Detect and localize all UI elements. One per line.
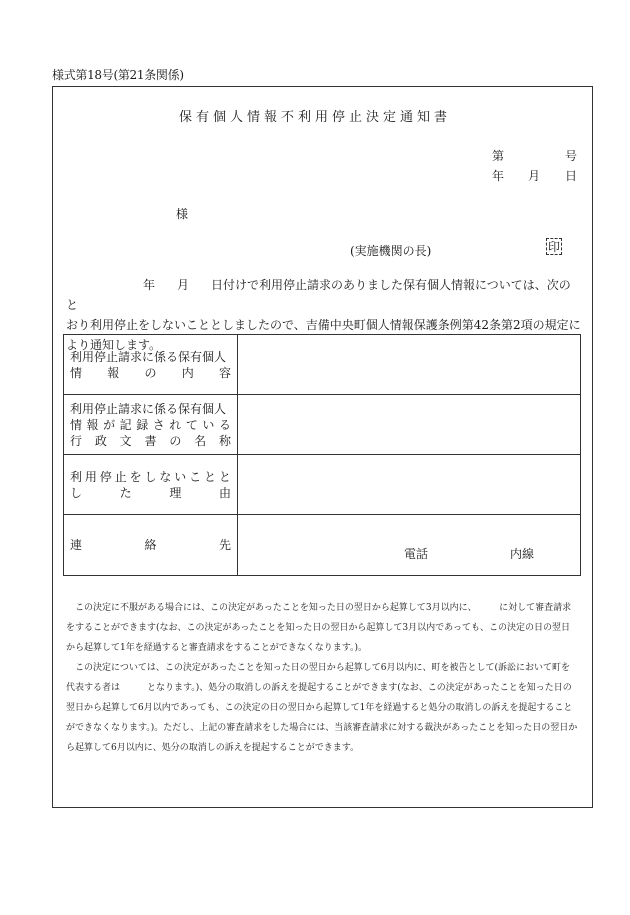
body-month: 月 [177, 278, 190, 292]
value-document-name[interactable] [238, 395, 581, 455]
note-review-request: この決定に不服がある場合には、この決定があったことを知った日の翌日から起算して3月以内に、 に対して審査請求をすることができます(なお、この決定があったことを知った日の翌日から起算して3月以内であっても、この決定の日の翌日から起算して1年を経過すると審査請求をすることができなくなります。)。 [66, 603, 572, 653]
ref-day: 日 [565, 169, 578, 183]
label-document-name [64, 395, 238, 455]
label-reason [64, 455, 238, 515]
body-year: 年 [143, 278, 156, 292]
label-line-justified: 連 絡 先 [70, 538, 231, 552]
value-reason[interactable] [238, 455, 581, 515]
document-title: 保有個人情報不利用停止決定通知書 [178, 110, 451, 125]
addressee-suffix: 様 [176, 207, 189, 221]
phone-label: 電話 [404, 547, 429, 561]
note-lawsuit: この決定については、この決定があったことを知った日の翌日から起算して6月以内に、町を被告として(訴訟において町を代表する者は となります。)、処分の取消しの訴えを提起することができます(なお、この決定があったことを知った日の翌日から起算して6月以内であっても、この決定の日の翌日から起算して1年を経過すると処分の取消しの訴えを提起することができなくなります。)。ただし、上記の審査請求をした場合には、当該審査請求に対する裁決があったことを知った日の翌日から起算して6月以内に、処分の取消しの訴えを提起することができます。 [66, 663, 578, 753]
extension-label: 内線 [510, 547, 535, 561]
ref-year: 年 [492, 169, 505, 183]
body-line-1 [66, 275, 581, 315]
body-line1-text: 日付けで利用停止請求のありました保有個人情報については、次のと [66, 278, 571, 312]
label-line: 利用停止請求に係る保有個人 [70, 401, 227, 416]
appeal-notes [66, 598, 578, 758]
label-line-justified: 情 報 が 記 録 さ れ て い る [70, 417, 231, 432]
table-row-contact [64, 515, 581, 576]
ref-go: 号 [565, 149, 578, 163]
table-row-reason [64, 455, 581, 515]
label-line-justified: 行 政 文 書 の 名 称 [70, 433, 231, 448]
value-info-content[interactable] [238, 335, 581, 395]
body-line-2: おり利用停止をしないこととしましたので、吉備中央町個人情報保護条例第42条第2項の規定に [66, 318, 581, 332]
form-number-label: 様式第18号(第21条関係) [52, 68, 184, 82]
label-line-justified: 情 報 の 内 容 [70, 365, 231, 380]
issuer-label: (実施機関の長) [350, 244, 432, 258]
label-info-content [64, 335, 238, 395]
info-table [63, 334, 581, 576]
ref-month: 月 [528, 169, 541, 183]
contact-field [244, 515, 574, 575]
value-contact[interactable] [238, 515, 581, 576]
table-row-content [64, 335, 581, 395]
body-line-3: より通知します。 [66, 338, 162, 352]
table-row-document [64, 395, 581, 455]
label-line-justified: し た 理 由 [70, 485, 231, 500]
label-line: 利用停止請求に係る保有個人 [70, 349, 227, 364]
label-line-justified: 利 用 停 止 を し な い こ と と [70, 469, 231, 484]
ref-dai: 第 [492, 149, 505, 163]
seal-mark: 印 [547, 240, 560, 254]
label-contact [64, 515, 238, 576]
